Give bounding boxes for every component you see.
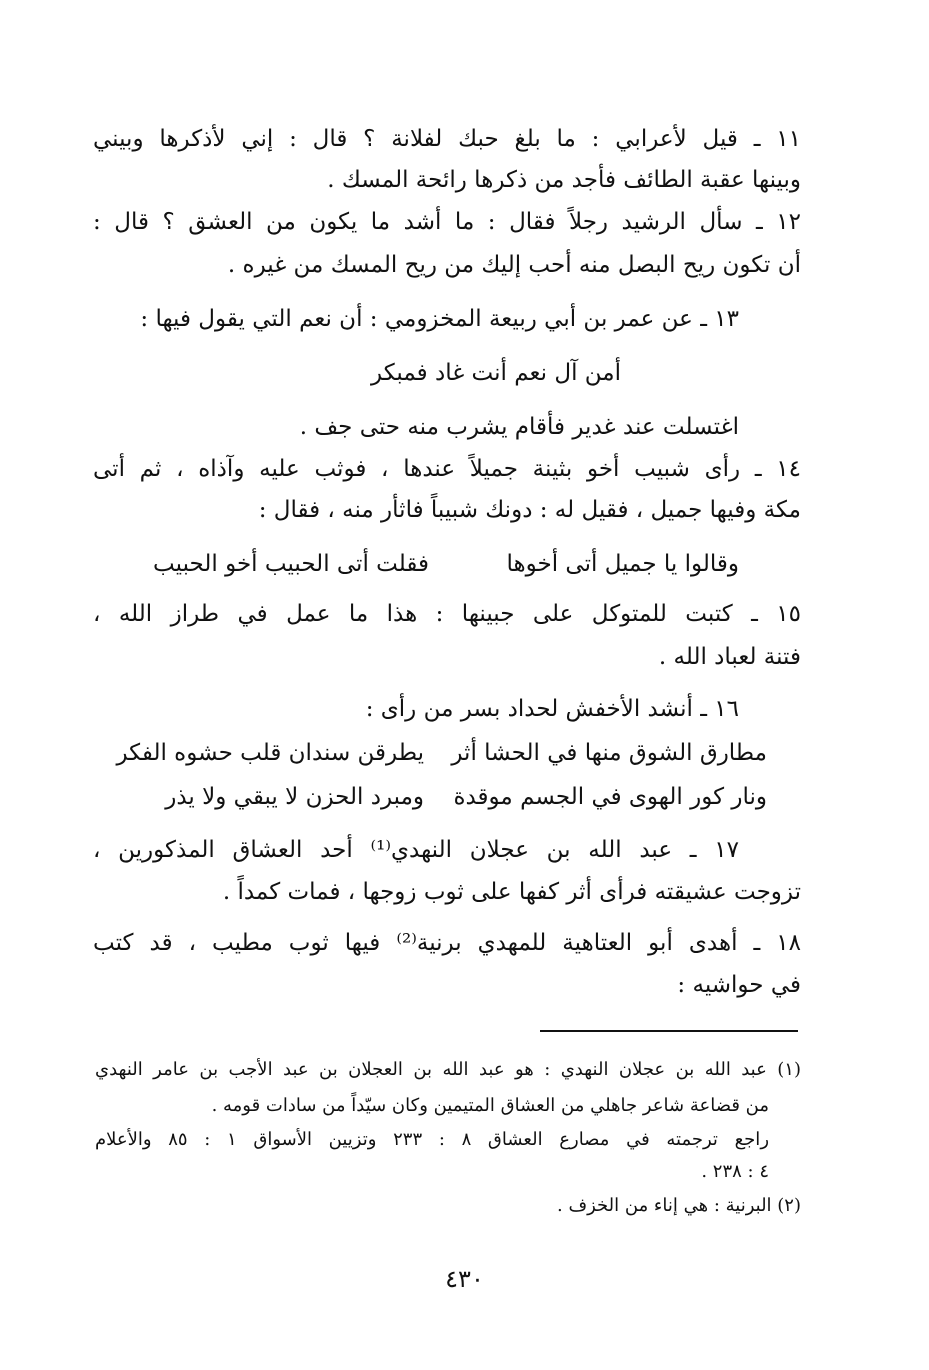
entry-16-verse-1-right: مطارق الشوق منها في الحشا أثر [451,740,767,766]
footnote-separator [540,1030,798,1032]
entry-17-line-2: تزوجت عشيقته فرأى أثر كفها على ثوب زوجها ، فمات كمداً . [222,879,801,905]
entry-14-line-2: مكة وفيها جميل ، فقيل له : دونك شبيباً فاثأر منه ، فقال : [258,497,801,523]
entry-12-line-1: ١٢ ـ سأل الرشيد رجلاً فقال : ما أشد ما يكون من العشق ؟ قال : [93,209,801,235]
entry-15-line-1: ١٥ ـ كتبت للمتوكل على جبينها : هذا ما عمل في طراز الله ، [93,601,801,627]
entry-15-line-2: فتنة لعباد الله . [658,644,801,670]
entry-12-line-2: أن تكون ريح البصل منه أحب إليك من ريح المسك من غيره . [227,252,801,278]
footnote-1-line-2: من قضاعة شاعر جاهلي من العشاق المتيمين وكان سيّداً من سادات قومه . [211,1095,769,1116]
entry-16-verse-1-left: يطرقن سندان قلب حشوه الفكر [116,740,424,766]
entry-14-verse-right: وقالوا يا جميل أتى أخوها [506,551,739,577]
entry-11-line-2: وبينها عقبة الطائف فأجد من ذكرها رائحة المسك . [327,167,801,193]
entry-13-line-3: اغتسلت عند غدير فأقام يشرب منه حتى جف . [299,414,739,440]
entry-14-line-1: ١٤ ـ رأى شبيب أخو بثينة جميلاً عندها ، فوثب عليه وآذاه ، ثم أتى [93,456,801,482]
footnote-1-line-1: (١) عبد الله بن عجلان النهدي : هو عبد الله بن العجلان بن عبد الأجب بن عامر النهدي [95,1059,801,1080]
entry-16-verse-2-right: ونار كور الهوى في الجسم موقدة [453,784,767,810]
footnote-2: (٢) البرنية : هي إناء من الخزف . [557,1195,801,1216]
footnote-1-line-4: ٤ : ٢٣٨ . [701,1161,769,1182]
entry-11-line-1: ١١ ـ قيل لأعرابي : ما بلغ حبك لفلانة ؟ قال : إني لأذكرها وبيني [93,126,801,152]
entry-18-line-2: في حواشيه : [677,972,801,998]
entry-13-line-1: ١٣ ـ عن عمر بن أبي ربيعة المخزومي : أن نعم التي يقول فيها : [140,306,739,332]
entry-18-line-1: ١٨ ـ أهدى أبو العتاهية للمهدي برنية⁽²⁾ فيها ثوب مطيب ، قد كتب [93,930,801,956]
entry-16-verse-2-left: ومبرد الحزن لا يبقي ولا يذر [165,784,424,810]
entry-13-verse-hemistich: أمن آل نعم أنت غاد فمبكر [371,360,621,386]
page-number: ٤٣٠ [445,1265,484,1293]
entry-17-line-1: ١٧ ـ عبد الله بن عجلان النهدي⁽¹⁾ أحد العشاق المذكورين ، [93,837,739,863]
entry-16-line-1: ١٦ ـ أنشد الأخفش لحداد بسر من رأى : [365,696,739,722]
footnote-1-line-3: راجع ترجمته في مصارع العشاق ٨ : ٢٣٣ وتزيين الأسواق ١ : ٨٥ والأعلام [95,1129,770,1150]
entry-14-verse-left: فقلت أتى الحبيب أخو الحبيب [153,551,429,577]
